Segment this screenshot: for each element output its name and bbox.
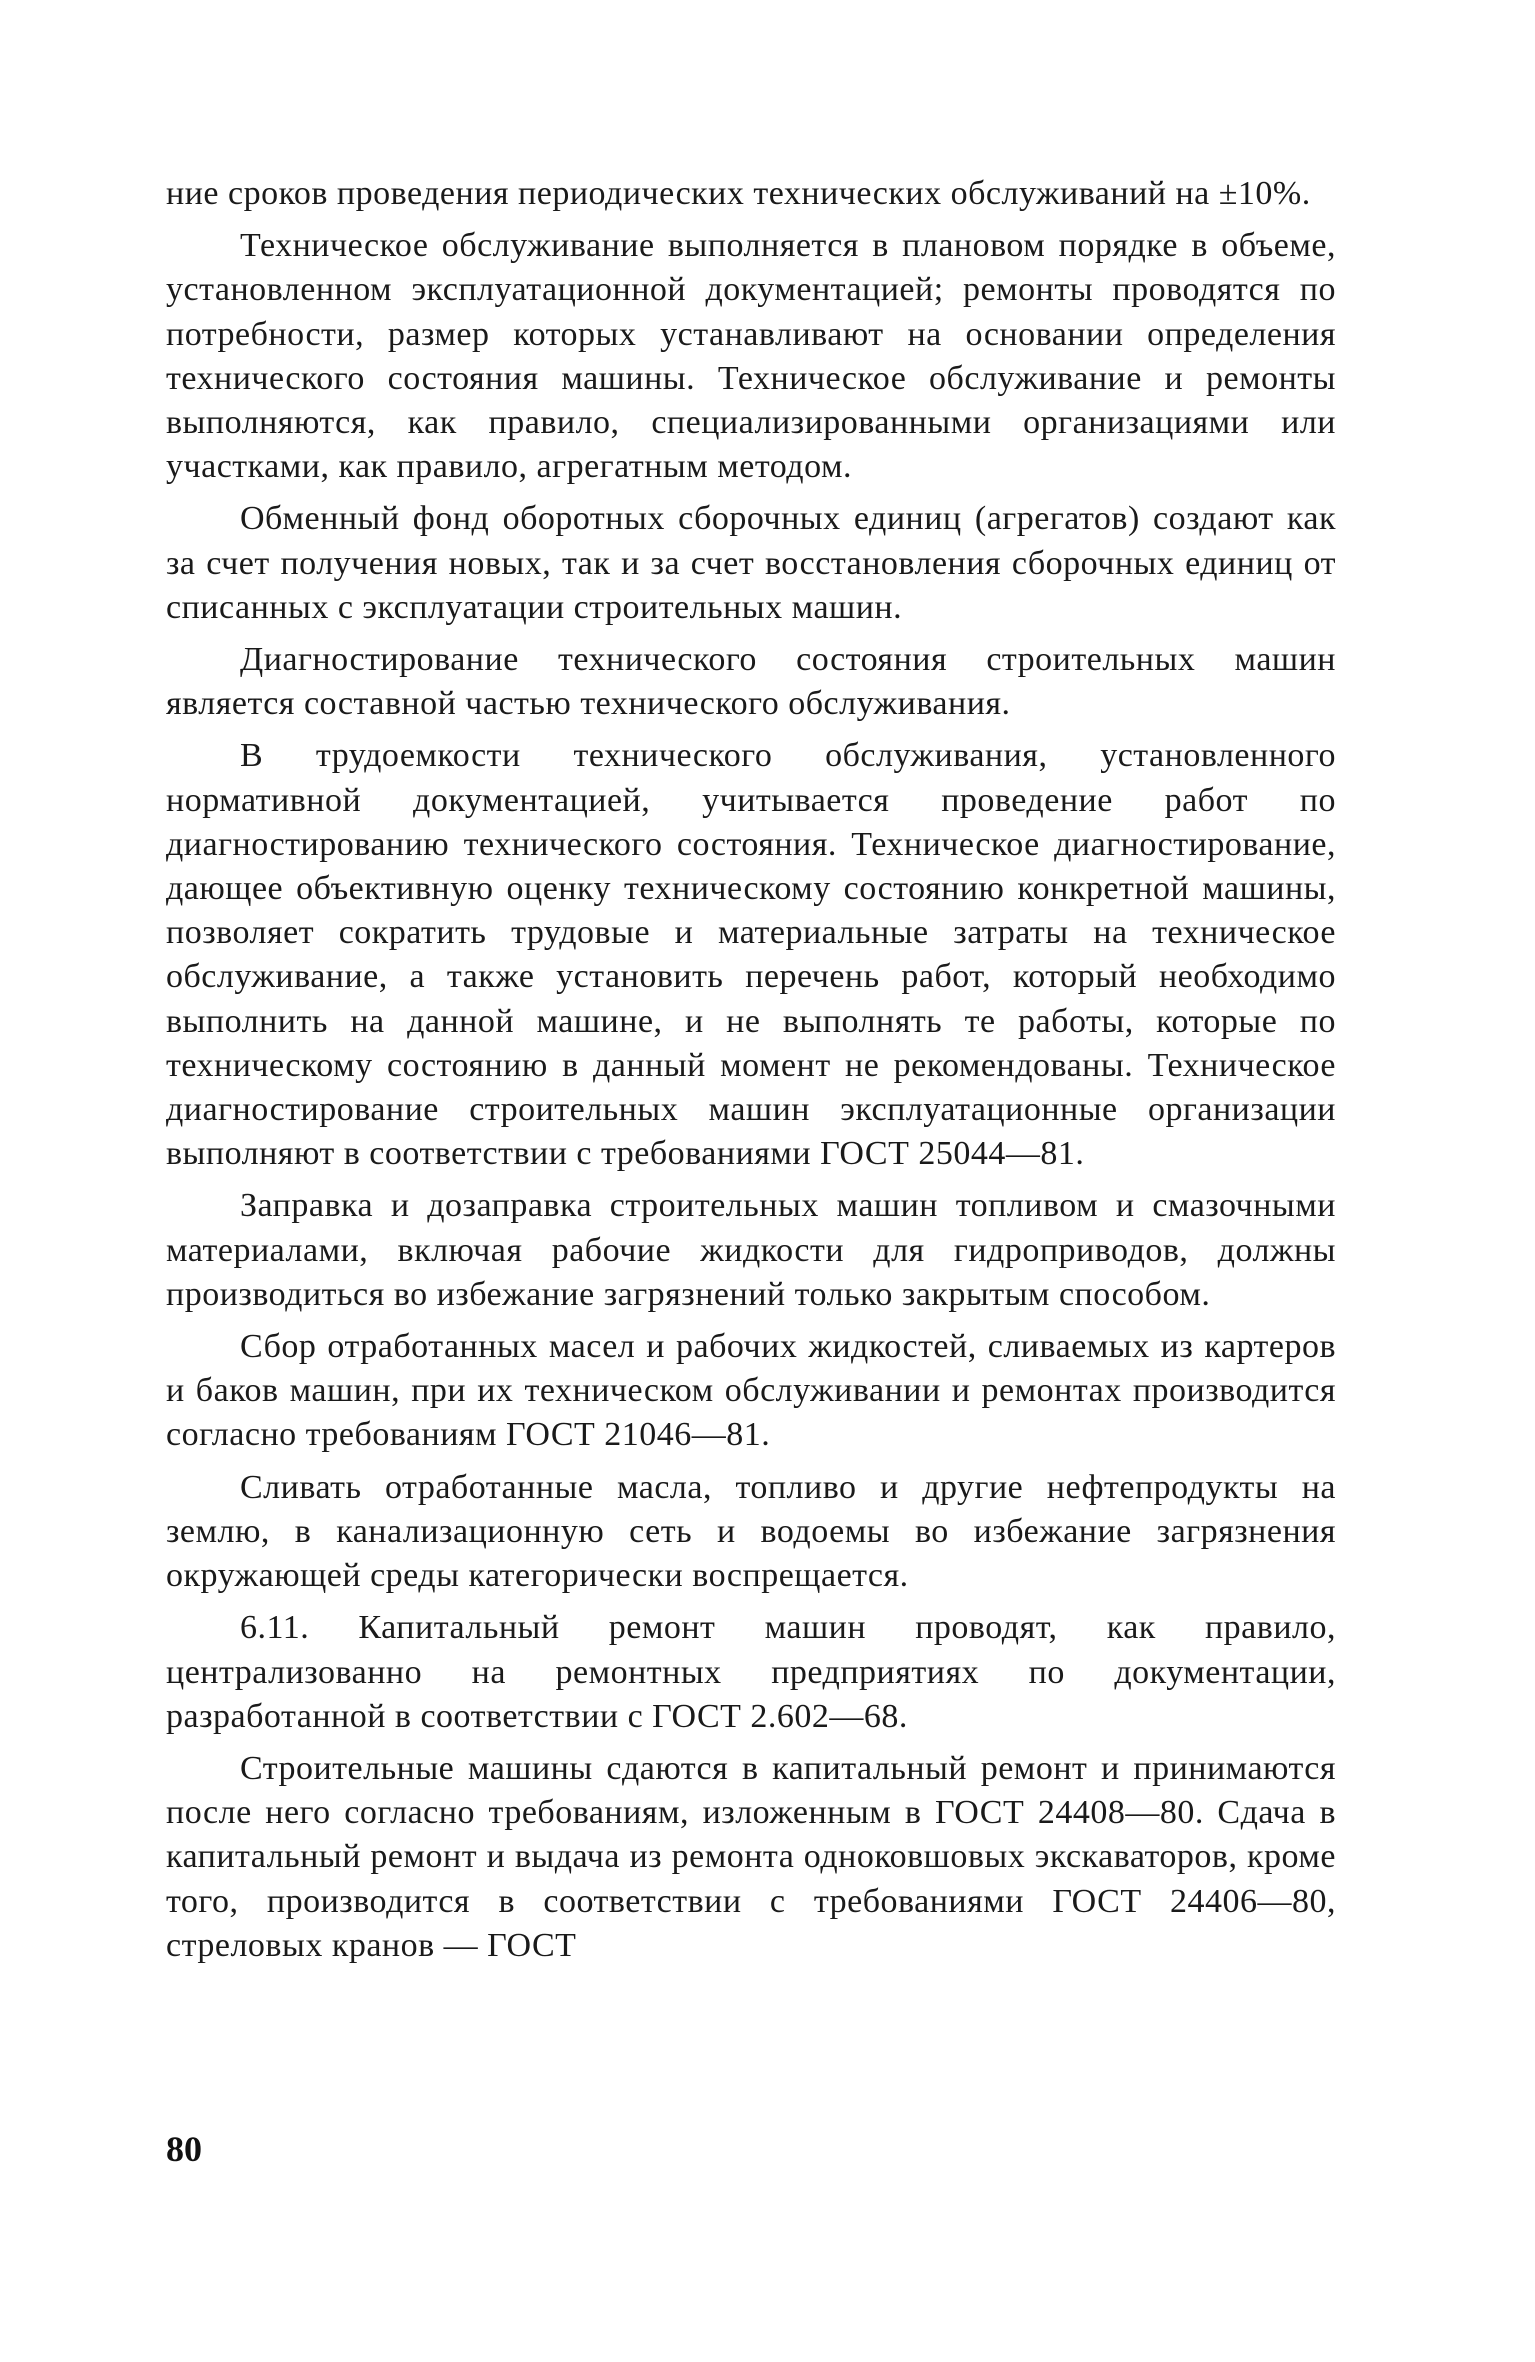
paragraph-labor-intensity: В трудоемкости технического обслуживания, установленного нормативной документацией, учитывается проведение работ по диагностированию технического состояния. Техническое диагностирование, дающее объективную оценку техническому состоянию конкретной машины, позволяет сократить трудовые и материальные затраты на техническое обслуживание, а также установить перечень работ, который необходимо выполнить на данной машине, и не выполнять те работы, которые по техническому состоянию в данный момент не рекомендованы. Техническое диагностирование строительных машин эксплуатационные организации выполняют в соответствии с требованиями ГОСТ 25044—81.	[166, 737, 1336, 1173]
paragraph-capital-repair: 6.11. Капитальный ремонт машин проводят, как правило, централизованно на ремонтных предприятиях по документации, разработанной в соответствии с ГОСТ 2.602—68.	[166, 1609, 1336, 1735]
paragraph-diagnostics: Диагностирование технического состояния строительных машин является составной частью технического обслуживания.	[166, 641, 1336, 723]
page-number: 80	[166, 2129, 202, 2169]
paragraph-exchange-fund: Обменный фонд оборотных сборочных единиц (агрегатов) создают как за счет получения новых, так и за счет восстановления сборочных единиц от списанных с эксплуатации строительных машин.	[166, 500, 1336, 626]
body-text	[166, 172, 1336, 1976]
paragraph-repair-acceptance: Строительные машины сдаются в капитальный ремонт и принимаются после него согласно требованиям, изложенным в ГОСТ 24408—80. Сдача в капитальный ремонт и выдача из ремонта одноковшовых экскаваторов, кроме того, производится в соответствии с требованиями ГОСТ 24406—80, стреловых кранов — ГОСТ	[166, 1749, 1336, 1964]
paragraph-used-oil-collection: Сбор отработанных масел и рабочих жидкостей, сливаемых из картеров и баков машин, при их техническом обслуживании и ремонтах производится согласно требованиям ГОСТ 21046—81.	[166, 1328, 1336, 1454]
paragraph-maintenance-order: Техническое обслуживание выполняется в плановом порядке в объеме, установленном эксплуатационной документацией; ремонты проводятся по потребности, размер которых устанавливают на основании определения технического состояния машины. Техническое обслуживание и ремонты выполняются, как правило, специализированными организациями или участками, как правило, агрегатным методом.	[166, 227, 1336, 486]
paragraph-continuation: ние сроков проведения периодических технических обслуживаний на ±10%.	[166, 175, 1311, 212]
paragraph-refueling: Заправка и дозаправка строительных машин топливом и смазочными материалами, включая рабочие жидкости для гидроприводов, должны производиться во избежание загрязнений только закрытым способом.	[166, 1187, 1336, 1313]
paragraph-discharge-prohibition: Сливать отработанные масла, топливо и другие нефтепродукты на землю, в канализационную сеть и водоемы во избежание загрязнения окружающей среды категорически воспрещается.	[166, 1468, 1336, 1595]
